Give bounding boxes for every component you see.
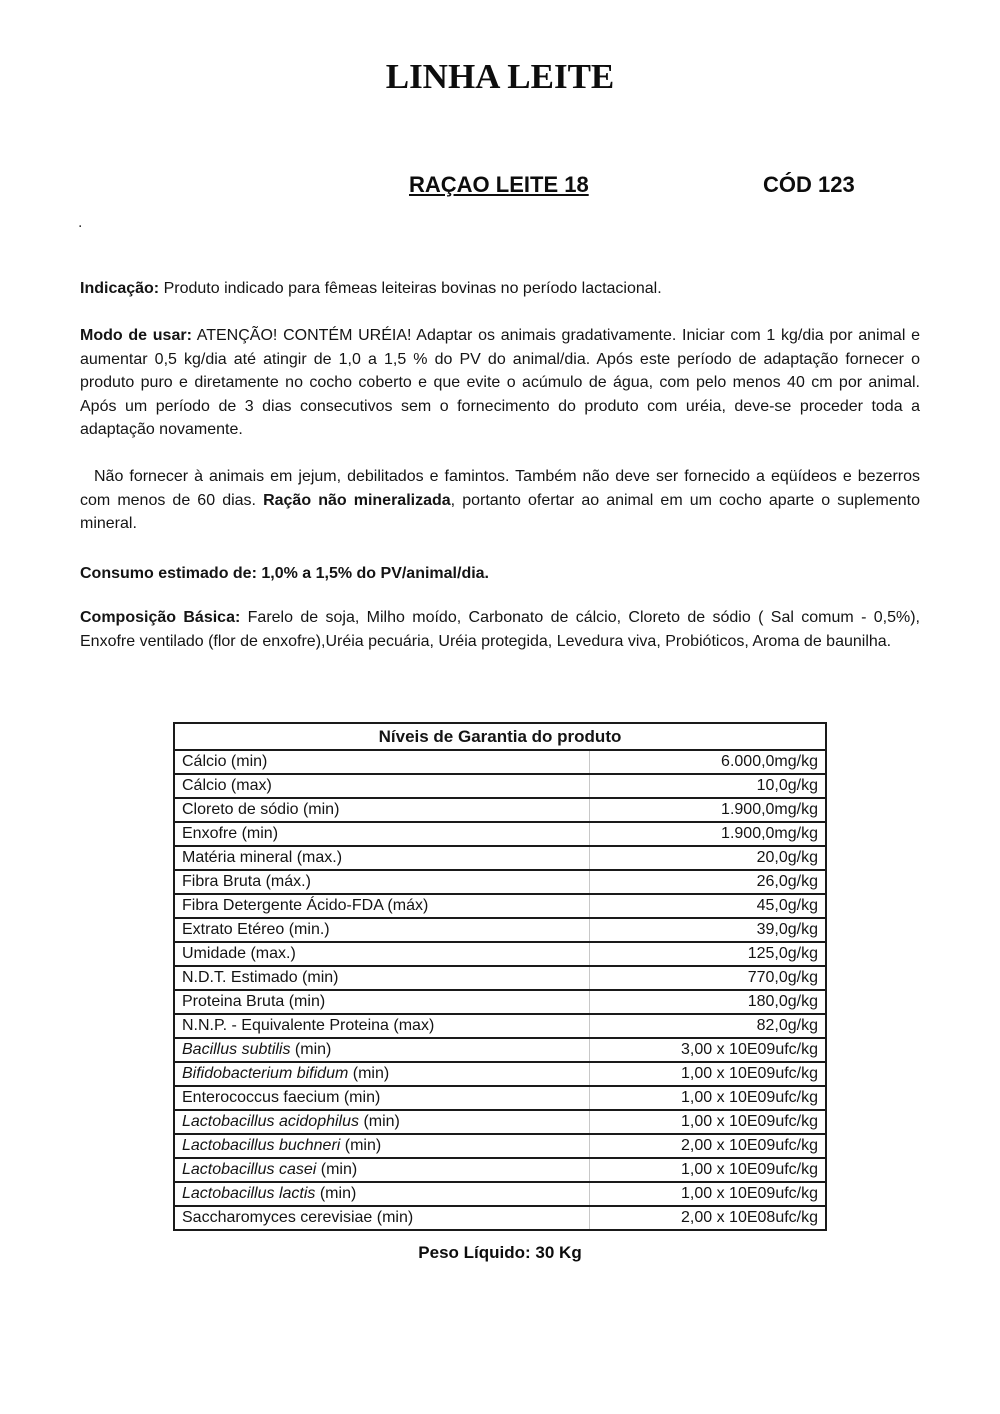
nutrient-name: Lactobacillus casei [182, 1161, 317, 1178]
nutrient-label-cell [174, 1110, 589, 1134]
nutrient-value-cell: 2,00 x 10E08ufc/kg [589, 1206, 826, 1230]
table-row [174, 1014, 826, 1038]
nutrient-label-cell [174, 1062, 589, 1086]
table-row [174, 750, 826, 774]
nutrient-value-cell: 3,00 x 10E09ufc/kg [589, 1038, 826, 1062]
guarantee-table-head [174, 723, 826, 750]
nutrient-qualifier: (min.) [284, 921, 330, 938]
nutrient-name: Proteina Bruta [182, 993, 285, 1010]
nutrient-value-cell: 1.900,0mg/kg [589, 822, 826, 846]
subtitle-row [0, 172, 1000, 202]
guarantee-table-header-row [174, 723, 826, 750]
consumo-paragraph: Consumo estimado de: 1,0% a 1,5% do PV/animal/dia. [80, 565, 489, 582]
nutrient-name: Enxofre [182, 825, 238, 842]
nutrient-label-cell [174, 942, 589, 966]
table-row [174, 1182, 826, 1206]
table-row [174, 798, 826, 822]
guarantee-table [173, 722, 827, 1231]
nutrient-label-cell [174, 870, 589, 894]
nutrient-name: Lactobacillus lactis [182, 1185, 316, 1202]
nutrient-qualifier: (min) [348, 1065, 390, 1082]
table-row [174, 774, 826, 798]
nutrient-value-cell: 10,0g/kg [589, 774, 826, 798]
modo2-text-post: , portanto ofertar ao animal em um cocho aparte o suplemento mineral. [80, 491, 920, 532]
nutrient-value-cell: 1,00 x 10E09ufc/kg [589, 1086, 826, 1110]
nutrient-qualifier: (min) [290, 1041, 332, 1058]
nutrient-label-cell [174, 1086, 589, 1110]
table-row [174, 942, 826, 966]
product-code: CÓD 123 [763, 172, 855, 197]
composicao-text: Farelo de soja, Milho moído, Carbonato de cálcio, Cloreto de sódio ( Sal comum - 0,5%), Enxofre ventilado (flor de enxofre),Uréia pecuária, Uréia protegida, Levedura viva, Probióticos, Aroma de baunilha. [80, 609, 920, 650]
nutrient-qualifier: (max) [388, 1017, 435, 1034]
nutrient-value-cell: 1,00 x 10E09ufc/kg [589, 1110, 826, 1134]
nutrient-value-cell: 26,0g/kg [589, 870, 826, 894]
nutrient-name: Fibra Bruta [182, 873, 262, 890]
nutrient-qualifier: (min) [298, 801, 340, 818]
indicacao-text: Produto indicado para fêmeas leiteiras bovinas no período lactacional. [163, 280, 662, 297]
nutrient-value-cell: 180,0g/kg [589, 990, 826, 1014]
table-row [174, 1158, 826, 1182]
nutrient-value-cell: 45,0g/kg [589, 894, 826, 918]
stray-dot: . [78, 214, 83, 231]
nutrient-label-cell [174, 1038, 589, 1062]
guarantee-table-body [174, 750, 826, 1230]
nutrient-value-cell: 1,00 x 10E09ufc/kg [589, 1158, 826, 1182]
composicao-paragraph [80, 606, 920, 653]
table-row [174, 846, 826, 870]
indicacao-paragraph [80, 277, 920, 301]
nutrient-value-cell: 1,00 x 10E09ufc/kg [589, 1182, 826, 1206]
nutrient-label-cell [174, 750, 589, 774]
nutrient-label-cell [174, 822, 589, 846]
table-row [174, 990, 826, 1014]
nutrient-qualifier: (min) [372, 1209, 414, 1226]
guarantee-table-title: Níveis de Garantia do produto [174, 723, 826, 750]
nutrient-label-cell [174, 1014, 589, 1038]
nutrient-qualifier: (min) [340, 1137, 382, 1154]
table-row [174, 1134, 826, 1158]
nutrient-qualifier: (max) [226, 777, 272, 794]
nutrient-name: N.N.P. - Equivalente Proteina [182, 1017, 389, 1034]
product-name: RAÇAO LEITE 18 [409, 172, 589, 197]
modo-label: Modo de usar: [80, 327, 192, 344]
modo-de-usar-paragraph-2 [80, 465, 920, 536]
nutrient-value-cell: 20,0g/kg [589, 846, 826, 870]
nutrient-value-cell: 770,0g/kg [589, 966, 826, 990]
nutrient-value-cell: 1.900,0mg/kg [589, 798, 826, 822]
nutrient-label-cell [174, 846, 589, 870]
nutrient-label-cell [174, 798, 589, 822]
nutrient-qualifier: (max.) [292, 849, 343, 866]
nutrient-name: Cálcio [182, 753, 227, 770]
nutrient-value-cell: 6.000,0mg/kg [589, 750, 826, 774]
modo2-text-pre: Não fornecer à animais em jejum, debilitados e famintos. Também não deve ser fornecido a eqüídeos e bezerros com menos de 60 dias. [80, 468, 920, 509]
composicao-label: Composição Básica: [80, 609, 241, 626]
nutrient-name: Matéria mineral [182, 849, 293, 866]
nutrient-value-cell: 2,00 x 10E09ufc/kg [589, 1134, 826, 1158]
table-row [174, 918, 826, 942]
nutrient-qualifier: (min) [284, 993, 326, 1010]
table-row [174, 1038, 826, 1062]
nutrient-qualifier: (min) [237, 825, 279, 842]
nutrient-qualifier: (min) [315, 1185, 357, 1202]
nutrient-label-cell [174, 1134, 589, 1158]
nutrient-label-cell [174, 894, 589, 918]
nutrient-name: Cálcio [182, 777, 227, 794]
nutrient-label-cell [174, 966, 589, 990]
nutrient-label-cell [174, 990, 589, 1014]
nutrient-name: Fibra Detergente Ácido-FDA [182, 897, 383, 914]
nutrient-qualifier: (min) [339, 1089, 381, 1106]
nutrient-name: Lactobacillus buchneri [182, 1137, 341, 1154]
nutrient-label-cell [174, 1158, 589, 1182]
modo-de-usar-paragraph [80, 324, 920, 442]
table-row [174, 1110, 826, 1134]
table-row [174, 1206, 826, 1230]
nutrient-qualifier: (min) [226, 753, 268, 770]
table-row [174, 966, 826, 990]
table-row [174, 822, 826, 846]
nutrient-qualifier: (max.) [246, 945, 296, 962]
nutrient-name: Bacillus subtilis [182, 1041, 291, 1058]
nutrient-name: Umidade [182, 945, 247, 962]
nutrient-value-cell: 125,0g/kg [589, 942, 826, 966]
nutrient-name: Enterococcus faecium [182, 1089, 340, 1106]
indicacao-label: Indicação: [80, 280, 160, 297]
nutrient-qualifier: (máx.) [261, 873, 311, 890]
table-row [174, 1086, 826, 1110]
table-row [174, 894, 826, 918]
nutrient-name: Cloreto de sódio [182, 801, 299, 818]
modo-text: ATENÇÃO! CONTÉM URÉIA! Adaptar os animais gradativamente. Iniciar com 1 kg/dia por animal e aumentar 0,5 kg/dia até atingir de 1,0 a 1,5 % do PV do animal/dia. Após este período de adaptação fornecer o produto puro e diretamente no cocho coberto e que evite o acúmulo de água, com pelo menos 40 cm por animal. Após um período de 3 dias consecutivos sem o fornecimento do produto com uréia, deve-se proceder toda a adaptação novamente. [80, 327, 921, 438]
nutrient-name: Extrato Etéreo [182, 921, 285, 938]
table-row [174, 1062, 826, 1086]
nutrient-qualifier: (min) [316, 1161, 358, 1178]
modo2-bold: Ração não mineralizada [263, 491, 451, 509]
nutrient-label-cell [174, 1206, 589, 1230]
nutrient-name: N.D.T. Estimado [182, 969, 298, 986]
nutrient-qualifier: (máx) [382, 897, 429, 914]
table-row [174, 870, 826, 894]
page-title: LINHA LEITE [385, 57, 615, 96]
nutrient-qualifier: (min) [297, 969, 339, 986]
nutrient-name: Lactobacillus acidophilus [182, 1113, 359, 1130]
nutrient-label-cell [174, 918, 589, 942]
nutrient-qualifier: (min) [359, 1113, 400, 1130]
nutrient-value-cell: 39,0g/kg [589, 918, 826, 942]
nutrient-value-cell: 82,0g/kg [589, 1014, 826, 1038]
nutrient-value-cell: 1,00 x 10E09ufc/kg [589, 1062, 826, 1086]
nutrient-name: Saccharomyces cerevisiae [182, 1209, 373, 1226]
nutrient-label-cell [174, 1182, 589, 1206]
net-weight: Peso Líquido: 30 Kg [418, 1243, 582, 1262]
nutrient-label-cell [174, 774, 589, 798]
nutrient-name: Bifidobacterium bifidum [182, 1065, 349, 1082]
